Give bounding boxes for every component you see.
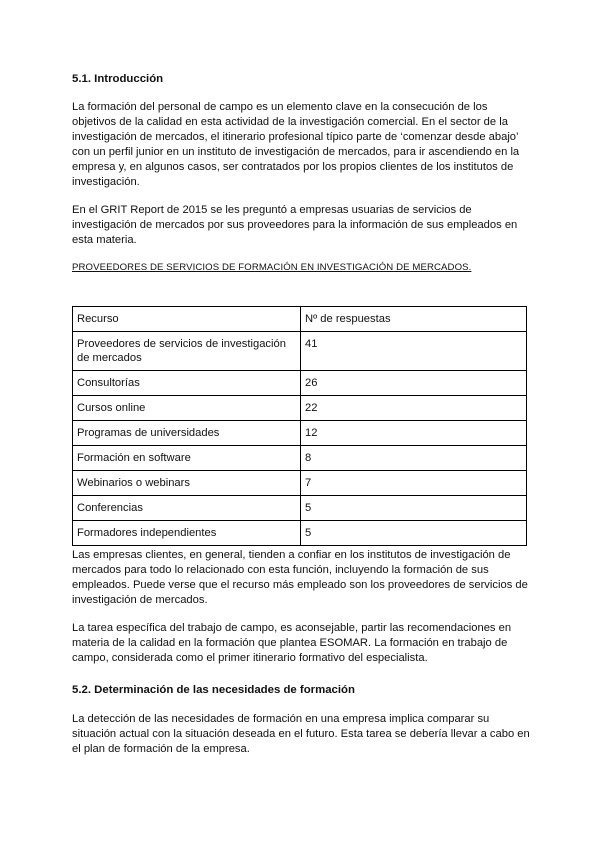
- table-row: [73, 332, 527, 371]
- after-table-paragraph-2: La tarea específica del trabajo de campo, es aconsejable, partir las recomendaciones en materia de la calidad en la formación que plantea ESOMAR. La formación en trabajo de campo, considerada como el primer itinerario formativo del especialista.: [72, 622, 512, 664]
- row-responses: 5: [301, 496, 527, 521]
- intro-paragraph-2: En el GRIT Report de 2015 se les preguntó a empresas usuarias de servicios de investigación de mercados por sus proveedores para la información de sus empleados en esta materia.: [72, 204, 518, 246]
- necesidades-paragraph-1: La detección de las necesidades de formación en una empresa implica comparar su situación actual con la situación deseada en el futuro. Esta tarea se debería llevar a cabo en el plan de formación de la empresa.: [72, 713, 530, 755]
- providers-table: [72, 306, 527, 546]
- row-responses: 5: [301, 521, 527, 546]
- row-responses: 22: [301, 396, 527, 421]
- after-table-paragraph-1: Las empresas clientes, en general, tienden a confiar en los institutos de investigación de mercados para todo lo relacionado con esta función, incluyendo la formación de sus empleados. Puede verse que el recurso más empleado son los proveedores de servicios de investigación de mercados.: [72, 549, 528, 606]
- section-heading-necesidades: 5.2. Determinación de las necesidades de formación: [72, 684, 355, 696]
- table-row: [73, 371, 527, 396]
- row-responses: 26: [301, 371, 527, 396]
- row-responses: 7: [301, 471, 527, 496]
- intro-paragraph-1: La formación del personal de campo es un elemento clave en la consecución de los objetivos de la calidad en esta actividad de la investigación comercial. En el sector de la investigación de mercados, el itinerario profesional típico parte de ‘comenzar desde abajo’ con un perfil junior en un instituto de investigación de mercados, para ir ascendiendo en la empresa y, en algunos casos, ser contratados por los propios clientes de los institutos de investigación.: [72, 101, 520, 188]
- row-responses: 8: [301, 446, 527, 471]
- table-row: [73, 521, 527, 546]
- row-resource: Consultorías: [73, 371, 301, 396]
- section-heading-introduccion: 5.1. Introducción: [72, 73, 164, 85]
- table-row: [73, 471, 527, 496]
- table-caption: PROVEEDORES DE SERVICIOS DE FORMACIÓN EN INVESTIGACIÓN DE MERCADOS.: [72, 262, 472, 273]
- header-respuestas: Nº de respuestas: [301, 307, 527, 332]
- row-resource: Formadores independientes: [73, 521, 301, 546]
- row-responses: 41: [301, 332, 527, 371]
- row-resource: Cursos online: [73, 396, 301, 421]
- table-row: [73, 421, 527, 446]
- row-resource: Webinarios o webinars: [73, 471, 301, 496]
- table-row: [73, 396, 527, 421]
- table-row: [73, 496, 527, 521]
- header-recurso: Recurso: [73, 307, 301, 332]
- row-resource: Proveedores de servicios de investigación de mercados: [73, 332, 301, 371]
- row-resource: Formación en software: [73, 446, 301, 471]
- row-responses: 12: [301, 421, 527, 446]
- table-row: [73, 446, 527, 471]
- row-resource: Conferencias: [73, 496, 301, 521]
- row-resource: Programas de universidades: [73, 421, 301, 446]
- table-header-row: [73, 307, 527, 332]
